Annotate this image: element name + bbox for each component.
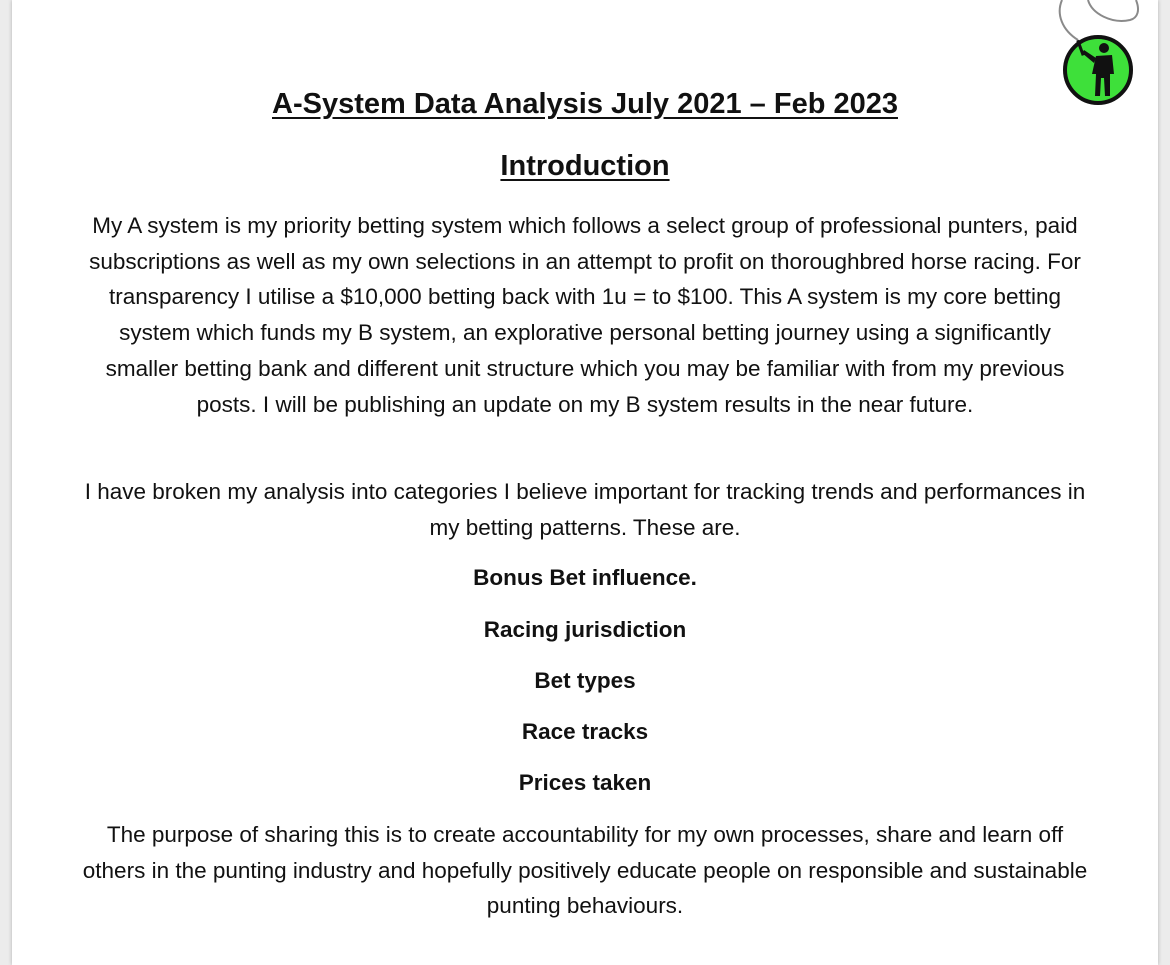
category-item: Prices taken	[518, 770, 652, 795]
category-item: Racing jurisdiction	[483, 617, 687, 642]
document-page	[12, 0, 1158, 965]
category-item: Bet types	[534, 668, 636, 693]
section-heading-introduction: Introduction	[500, 150, 670, 182]
intro-paragraph: My A system is my priority betting system which follows a select group of professional punters, paid subscriptions as well as my own selections in an attempt to profit on thoroughbred horse racing. For transparency I utilise a $10,000 betting back with 1u = to $100. This A system is my core betting system which funds my B system, an explorative personal betting journey using a significantly smaller betting bank and different unit structure which you may be familiar with from my previous posts. I will be publishing an update on my B system results in the near future.	[89, 213, 1081, 417]
purpose-paragraph: The purpose of sharing this is to create accountability for my own processes, share and learn off others in the punting industry and hopefully positively educate people on responsible and sustainable punting behaviours.	[82, 822, 1088, 919]
category-item: Bonus Bet influence.	[473, 565, 697, 590]
category-item: Race tracks	[521, 719, 649, 744]
document-title: A-System Data Analysis July 2021 – Feb 2023	[272, 88, 898, 120]
categories-intro-paragraph: I have broken my analysis into categories I believe important for tracking trends and performances in my betting patterns. These are.	[84, 479, 1086, 540]
